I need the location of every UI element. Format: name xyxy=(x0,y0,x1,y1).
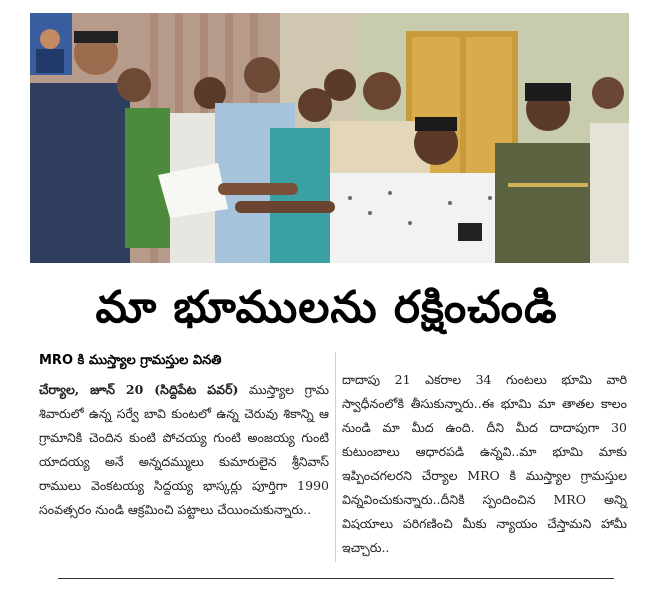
headline: మా భూములను రక్షించండి xyxy=(95,282,558,333)
column-divider xyxy=(335,352,336,562)
bottom-rule xyxy=(58,578,614,579)
left-body-text: ముస్త్యాల గ్రామ శివారులో ఉన్న సర్వే బావి కుంటలో ఉన్న చెరువు శికాన్ని ఆ గ్రామానికి చెందిన కుంటి పోచయ్య గుంటి అంజయ్య గుంటి యాదయ్య అనే అన్నదమ్ములు కుమారులైన శ్రీనివాస్ రాములు వెంకటయ్య సిద్దయ్య భాస్కర్లు పూర్తిగా 1990 సంవత్సరం నుండి ఆక్రమించి పట్టాలు చేయించుకున్నారు.. xyxy=(39,382,329,517)
news-photo xyxy=(30,13,629,263)
dateline: చేర్యాల, జూన్ 20 (సిద్దిపేట పవర్) xyxy=(39,382,239,397)
article-right-column xyxy=(342,368,627,560)
article-left-column xyxy=(39,350,329,522)
villagers-handing-petition-image xyxy=(30,13,629,263)
subheading: MRO కి ముస్త్యాల గ్రామస్తుల వినతి xyxy=(39,353,222,368)
right-body-text: దాదాపు 21 ఎకరాల 34 గుంటలు భూమి వారి స్వాధీనంలోకి తీసుకున్నారు..ఈ భూమి మా తాతల కాలం నుండి మా మీద ఉంది. దీని మీద దాదాపుగా 30 కుటుంబాలు ఆధారపడి ఉన్నవి..మా భూమి మాకు ఇప్పించగలరని చేర్యాల MRO కి ముస్త్యాల గ్రామస్తుల విన్నవించుకున్నారు..దీనికి స్పందించిన MRO అన్ని విషయాలు పరిగణించి మీకు న్యాయం చేస్తామని హామీ ఇచ్చారు.. xyxy=(342,372,627,555)
